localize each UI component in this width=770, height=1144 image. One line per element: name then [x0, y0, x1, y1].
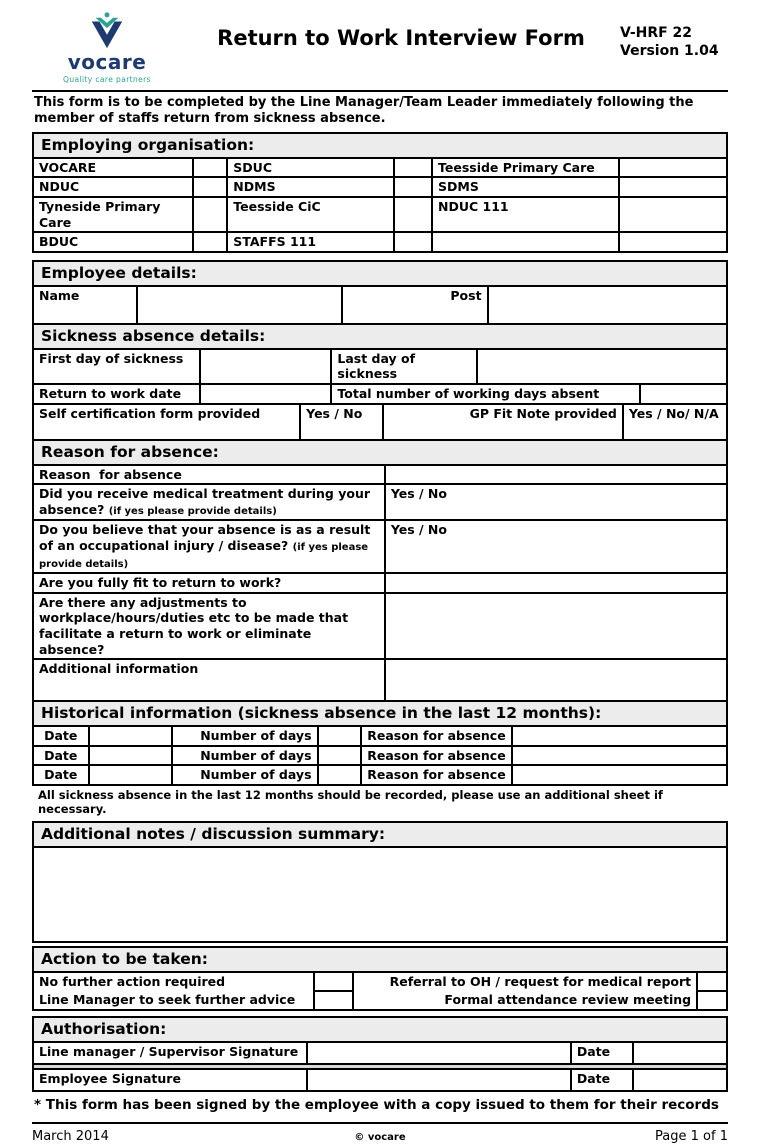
self-cert-options[interactable]: Yes / No [300, 404, 383, 440]
date-label: Date [571, 1042, 633, 1064]
question-reason: Reason for absence [39, 466, 182, 482]
doc-ref-version: Version 1.04 [620, 43, 719, 60]
question-note: (if yes please provide details) [108, 505, 277, 517]
medical-treatment-options[interactable]: Yes / No [385, 484, 727, 520]
reason-input-cell[interactable] [512, 765, 727, 785]
employee-signature-row [33, 1069, 727, 1091]
action-left-label: No further action required [39, 974, 226, 990]
date-input-cell[interactable] [89, 765, 172, 785]
action-table [32, 946, 728, 1011]
org-checkbox-cell[interactable] [394, 232, 432, 252]
manager-signature-row [33, 1042, 727, 1064]
additional-information-input-cell[interactable] [385, 659, 727, 701]
reason-label: Reason for absence [361, 726, 512, 746]
action-row [33, 991, 727, 1010]
org-option-label: STAFFS 111 [227, 232, 394, 252]
question-medical-treatment: Did you receive medical treatment during your absence? [39, 486, 375, 517]
reason-input-cell[interactable] [385, 465, 727, 485]
org-option-label: SDUC [227, 158, 394, 178]
reason-row [33, 520, 727, 573]
date-input-cell[interactable] [89, 746, 172, 766]
reason-row [33, 593, 727, 660]
org-option-label: NDUC [33, 177, 193, 197]
date-label: Date [33, 765, 89, 785]
org-checkbox-cell[interactable] [193, 197, 228, 232]
footer-copyright: © vocare [354, 1132, 406, 1144]
org-option-label: NDMS [227, 177, 394, 197]
employee-row [33, 286, 727, 324]
occupational-injury-options[interactable]: Yes / No [385, 520, 727, 573]
org-row [33, 177, 727, 197]
doc-reference [620, 10, 728, 60]
total-days-label: Total number of working days absent [331, 384, 640, 404]
org-checkbox-cell[interactable] [193, 232, 228, 252]
fully-fit-input-cell[interactable] [385, 573, 727, 593]
org-checkbox-cell[interactable] [619, 177, 727, 197]
question-additional-information: Additional information [39, 661, 199, 677]
total-days-input-cell[interactable] [640, 384, 727, 404]
employing-organisation-table [32, 132, 728, 253]
org-row [33, 232, 727, 252]
section-heading-sickness-details: Sickness absence details: [33, 324, 727, 349]
action-right-label: Formal attendance review meeting [444, 992, 692, 1008]
reason-input-cell[interactable] [512, 746, 727, 766]
adjustments-input-cell[interactable] [385, 593, 727, 660]
vocare-logo [32, 10, 182, 84]
date-input-cell[interactable] [633, 1069, 727, 1091]
form-header [32, 10, 728, 84]
date-label: Date [33, 726, 89, 746]
days-input-cell[interactable] [318, 726, 362, 746]
question-occupational-injury: Do you believe that your absence is as a result of an occupational injury / disease? [39, 522, 375, 554]
reason-row [33, 465, 727, 485]
sickness-dates-row [33, 349, 727, 384]
historical-row [33, 746, 727, 766]
org-checkbox-cell[interactable] [619, 232, 727, 252]
action-checkbox-cell[interactable] [697, 991, 727, 1010]
last-day-label: Last day of sickness [331, 349, 477, 384]
org-row [33, 197, 727, 232]
days-input-cell[interactable] [318, 765, 362, 785]
org-checkbox-cell[interactable] [193, 158, 228, 178]
signature-footnote: * This form has been signed by the employee with a copy issued to them for their records [34, 1097, 719, 1114]
section-heading-authorisation: Authorisation: [33, 1017, 727, 1042]
additional-notes-input-cell[interactable] [33, 847, 727, 942]
reason-row [33, 484, 727, 520]
section-heading-historical-information: Historical information (sickness absence in the last 12 months): [33, 701, 727, 726]
first-day-input-cell[interactable] [200, 349, 332, 384]
manager-signature-input-cell[interactable] [307, 1042, 571, 1064]
intro-text: This form is to be completed by the Line Manager/Team Leader immediately following the member of staffs return from sickness absence. [34, 95, 694, 126]
return-date-row [33, 384, 727, 404]
brand-name: vocare [67, 50, 147, 74]
org-checkbox-cell[interactable] [619, 197, 727, 232]
footer-page-number: Page 1 of 1 [655, 1129, 728, 1144]
gp-note-label: GP Fit Note provided [383, 404, 622, 440]
question-adjustments: Are there any adjustments to workplace/hours/duties etc to be made that facilitate a return to work or eliminate absence? [39, 594, 353, 657]
org-option-label: Tyneside Primary Care [33, 197, 193, 232]
footer-date: March 2014 [32, 1129, 109, 1144]
self-cert-label: Self certification form provided [33, 404, 300, 440]
return-date-input-cell[interactable] [200, 384, 332, 404]
reason-for-absence-table [32, 439, 728, 703]
post-input-cell[interactable] [488, 286, 727, 324]
action-right-label: Referral to OH / request for medical report [389, 974, 692, 990]
org-option-label: Teesside Primary Care [432, 158, 619, 178]
org-checkbox-cell[interactable] [394, 158, 432, 178]
date-label: Date [33, 746, 89, 766]
reason-row [33, 573, 727, 593]
org-checkbox-cell[interactable] [193, 177, 228, 197]
question-note: (if yes please provide details) [39, 542, 369, 570]
historical-row [33, 726, 727, 746]
employee-signature-input-cell[interactable] [307, 1069, 571, 1091]
certification-row [33, 404, 727, 440]
historical-note: All sickness absence in the last 12 months should be recorded, please use an additional sheet if necessary. [38, 788, 663, 817]
action-checkbox-cell[interactable] [314, 991, 353, 1010]
vocare-v-icon [85, 12, 129, 50]
additional-notes-table [32, 821, 728, 943]
reason-input-cell[interactable] [512, 726, 727, 746]
gp-note-options[interactable]: Yes / No/ N/A [623, 404, 727, 440]
page-footer [32, 1122, 728, 1144]
org-option-label: SDMS [432, 177, 619, 197]
days-label: Number of days [172, 765, 318, 785]
org-option-label: VOCARE [33, 158, 193, 178]
reason-row [33, 659, 727, 701]
action-row [33, 972, 727, 991]
sickness-details-table [32, 323, 728, 441]
action-checkbox-cell[interactable] [314, 972, 353, 991]
return-date-label: Return to work date [33, 384, 200, 404]
action-left-label: Line Manager to seek further advice [39, 992, 296, 1008]
reason-label: Reason for absence [361, 746, 512, 766]
manager-signature-label: Line manager / Supervisor Signature [33, 1042, 307, 1064]
org-checkbox-cell[interactable] [394, 177, 432, 197]
section-heading-employing-organisation: Employing organisation: [33, 133, 727, 158]
post-label: Post [342, 286, 488, 324]
org-checkbox-cell[interactable] [619, 158, 727, 178]
section-heading-additional-notes: Additional notes / discussion summary: [33, 822, 727, 847]
org-option-label [432, 232, 619, 252]
days-label: Number of days [172, 746, 318, 766]
employee-signature-label: Employee Signature [33, 1069, 307, 1091]
last-day-input-cell[interactable] [477, 349, 727, 384]
date-label: Date [571, 1069, 633, 1091]
days-input-cell[interactable] [318, 746, 362, 766]
days-label: Number of days [172, 726, 318, 746]
date-input-cell[interactable] [633, 1042, 727, 1064]
section-heading-employee-details: Employee details: [33, 261, 727, 286]
doc-ref-code: V-HRF 22 [620, 25, 693, 41]
action-checkbox-cell[interactable] [697, 972, 727, 991]
org-row [33, 158, 727, 178]
reason-label: Reason for absence [361, 765, 512, 785]
employee-details-table [32, 260, 728, 325]
first-day-label: First day of sickness [33, 349, 200, 384]
section-heading-action: Action to be taken: [33, 947, 727, 972]
question-fully-fit: Are you fully fit to return to work? [39, 575, 282, 591]
name-input-cell[interactable] [137, 286, 342, 324]
historical-row [33, 765, 727, 785]
historical-information-table [32, 700, 728, 786]
brand-tagline: Quality care partners [63, 75, 151, 84]
section-heading-reason-for-absence: Reason for absence: [33, 440, 727, 465]
org-checkbox-cell[interactable] [394, 197, 432, 232]
org-option-label: NDUC 111 [432, 197, 619, 232]
name-label: Name [33, 286, 137, 324]
page-title: Return to Work Interview Form [217, 26, 585, 50]
date-input-cell[interactable] [89, 726, 172, 746]
authorisation-table [32, 1016, 728, 1092]
org-option-label: Teesside CiC [227, 197, 394, 232]
org-option-label: BDUC [33, 232, 193, 252]
